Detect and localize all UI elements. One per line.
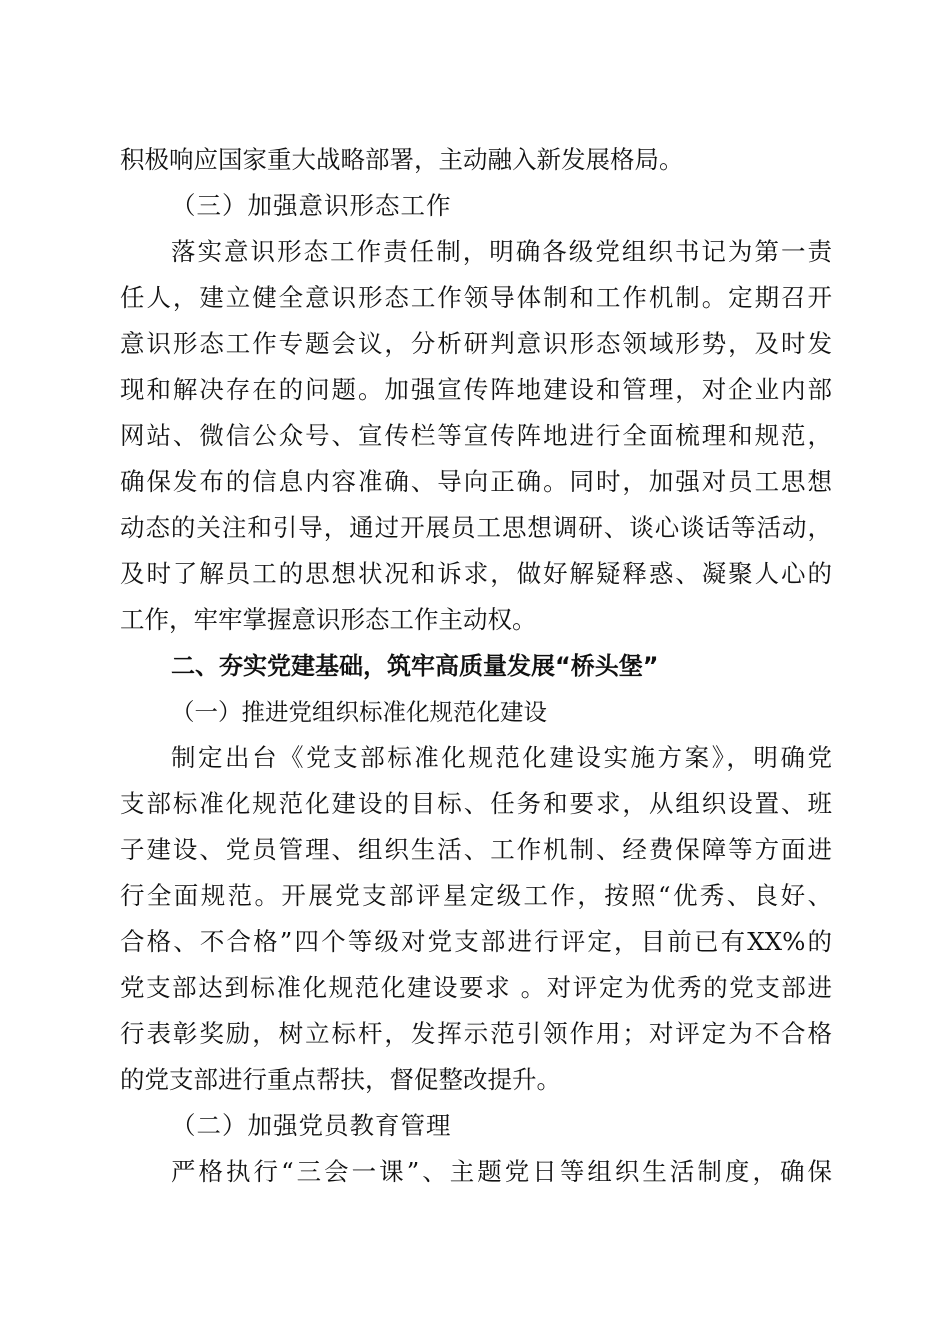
paragraph-line: 的党支部进行重点帮扶，督促整改提升。 [120,1065,561,1094]
paragraph-line: 确保发布的信息内容准确、导向正确。同时，加强对员工思想 [120,467,832,496]
paragraph-line: 工作，牢牢掌握意识形态工作主动权。 [120,605,537,634]
paragraph-line: 及时了解员工的思想状况和诉求，做好解疑释惑、凝聚人心的 [120,559,832,588]
paragraph-line: 积极响应国家重大战略部署，主动融入新发展格局。 [120,145,684,174]
paragraph-line: 支部标准化规范化建设的目标、任务和要求，从组织设置、班 [120,789,832,818]
subsection-heading-1: （一）推进党组织标准化规范化建设 [171,698,547,726]
section-heading-2: 二、夯实党建基础，筑牢高质量发展“桥头堡” [171,652,659,680]
paragraph-line: 行表彰奖励，树立标杆，发挥示范引领作用；对评定为不合格 [120,1019,832,1048]
paragraph-line: 党支部达到标准化规范化建设要求 。对评定为优秀的党支部进 [120,973,832,1002]
paragraph-line: 严格执行“三会一课”、主题党日等组织生活制度，确保 [171,1157,832,1186]
paragraph-line: 子建设、党员管理、组织生活、工作机制、经费保障等方面进 [120,835,832,864]
paragraph-line: 意识形态工作专题会议，分析研判意识形态领域形势，及时发 [120,329,832,358]
paragraph-line: 动态的关注和引导，通过开展员工思想调研、谈心谈话等活动， [120,513,832,542]
paragraph-line: 合格、不合格”四个等级对党支部进行评定，目前已有XX%的 [120,927,832,956]
paragraph-line: 落实意识形态工作责任制，明确各级党组织书记为第一责 [171,237,832,266]
paragraph-line: 行全面规范。开展党支部评星定级工作，按照“优秀、良好、 [120,881,832,910]
paragraph-line: 网站、微信公众号、宣传栏等宣传阵地进行全面梳理和规范， [120,421,832,450]
subsection-heading-2: （二）加强党员教育管理 [171,1111,452,1140]
paragraph-line: 制定出台《党支部标准化规范化建设实施方案》，明确党 [171,743,832,772]
subsection-heading-3: （三）加强意识形态工作 [171,191,452,220]
paragraph-line: 现和解决存在的问题。加强宣传阵地建设和管理，对企业内部 [120,375,832,404]
paragraph-line: 任人，建立健全意识形态工作领导体制和工作机制。定期召开 [120,283,832,312]
